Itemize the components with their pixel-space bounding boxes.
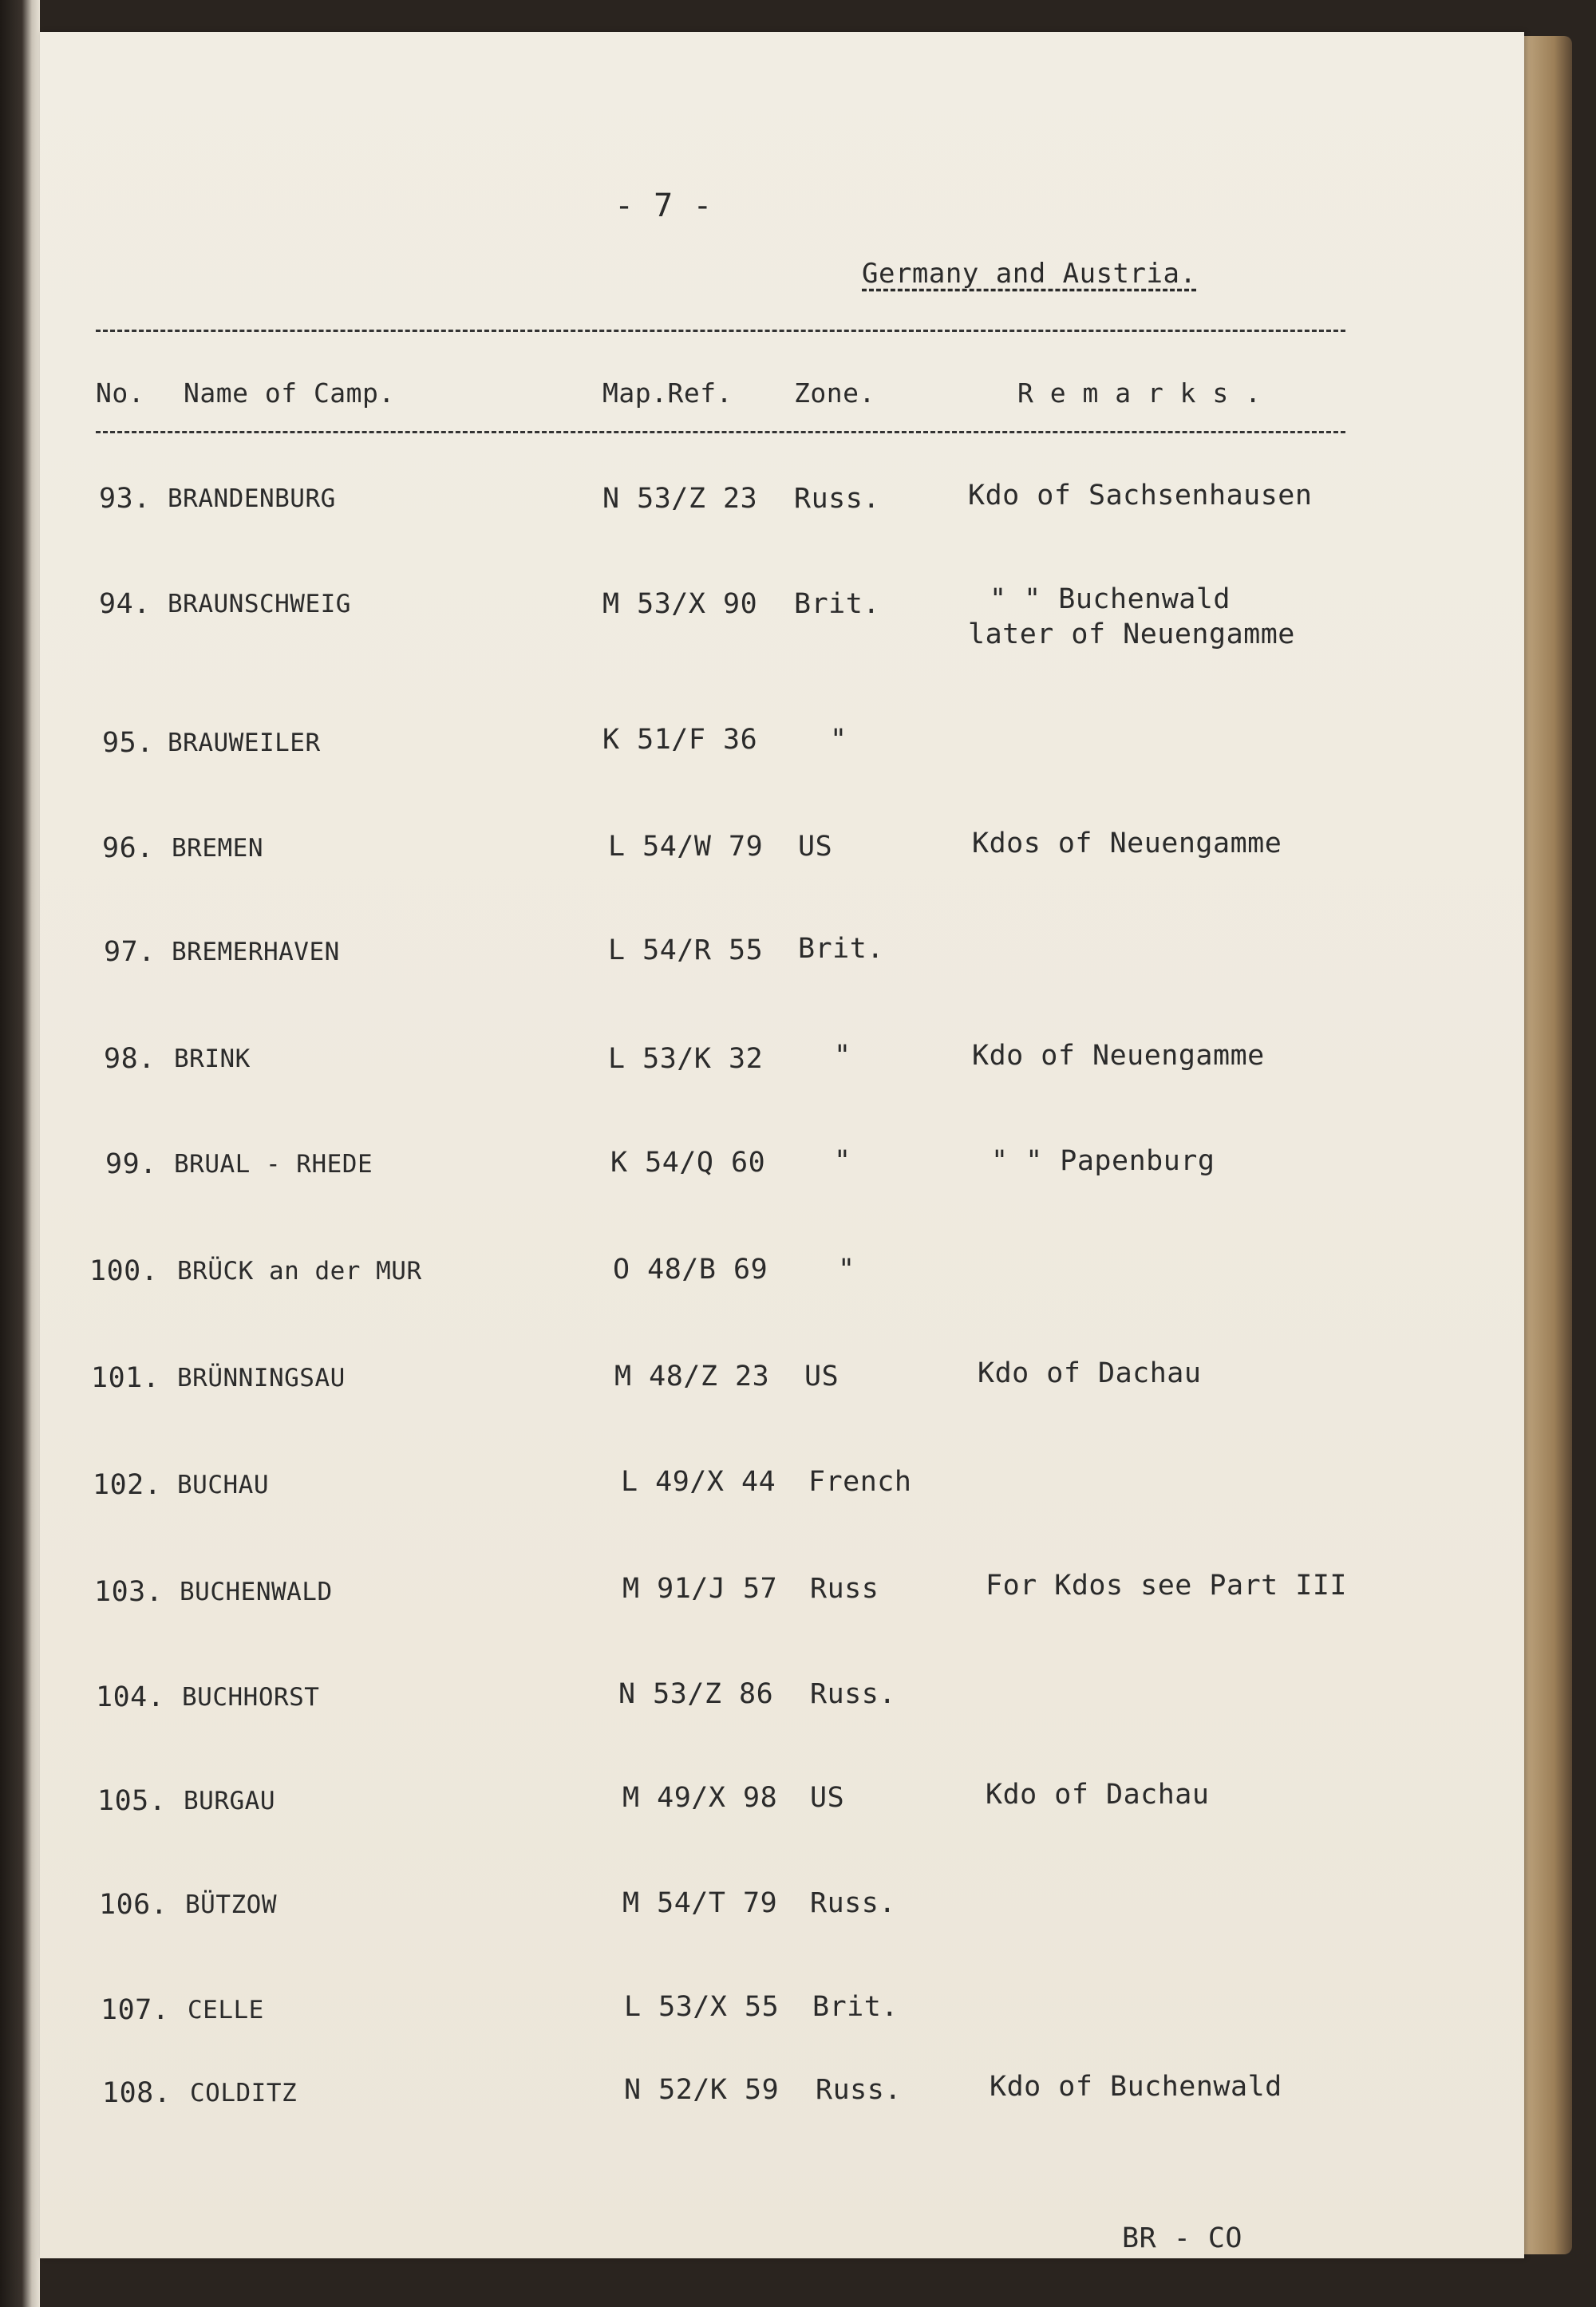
map-reference: L 54/W 79 bbox=[608, 831, 764, 863]
remarks: Kdo of Buchenwald bbox=[990, 2071, 1282, 2103]
row-number: 93. bbox=[99, 483, 151, 515]
footer-range: BR - CO bbox=[1122, 2222, 1243, 2254]
row-number: 105. bbox=[97, 1785, 167, 1817]
map-reference: L 53/K 32 bbox=[608, 1043, 764, 1075]
row-number: 106. bbox=[99, 1889, 168, 1921]
zone: Russ. bbox=[810, 1887, 896, 1919]
row-number: 96. bbox=[102, 832, 154, 864]
book-binding bbox=[0, 0, 40, 2307]
camp-name: CELLE bbox=[188, 1996, 264, 2025]
zone: US bbox=[804, 1361, 839, 1392]
remarks-continued: later of Neuengamme bbox=[968, 618, 1295, 650]
zone: Russ. bbox=[816, 2074, 902, 2106]
zone: French bbox=[808, 1466, 912, 1498]
zone: " bbox=[834, 1145, 851, 1177]
camp-name: BUCHENWALD bbox=[180, 1578, 333, 1606]
map-reference: L 49/X 44 bbox=[621, 1466, 776, 1498]
zone: " bbox=[830, 724, 847, 756]
remarks: For Kdos see Part III bbox=[986, 1570, 1348, 1602]
camp-name: BRINK bbox=[174, 1045, 251, 1073]
camp-name: BUCHHORST bbox=[182, 1683, 320, 1712]
zone: Russ bbox=[810, 1573, 879, 1605]
map-reference: L 54/R 55 bbox=[608, 934, 764, 966]
camp-name: COLDITZ bbox=[190, 2079, 298, 2108]
map-reference: O 48/B 69 bbox=[613, 1254, 768, 1286]
remarks: Kdo of Dachau bbox=[986, 1779, 1210, 1811]
remarks: Kdo of Neuengamme bbox=[972, 1040, 1265, 1072]
column-header-remarks: R e m a r k s . bbox=[1017, 377, 1262, 409]
zone: Russ. bbox=[810, 1678, 896, 1710]
camp-name: BRÜCK an der MUR bbox=[177, 1257, 422, 1286]
remarks: Kdo of Dachau bbox=[978, 1357, 1202, 1389]
zone: US bbox=[810, 1782, 845, 1814]
column-header-map-ref: Map.Ref. bbox=[602, 377, 733, 409]
zone: " bbox=[834, 1040, 851, 1072]
zone: US bbox=[798, 831, 833, 863]
row-number: 108. bbox=[102, 2077, 172, 2109]
camp-name: BREMERHAVEN bbox=[172, 938, 340, 966]
camp-name: BREMEN bbox=[172, 834, 263, 863]
row-number: 104. bbox=[96, 1681, 165, 1713]
map-reference: K 54/Q 60 bbox=[610, 1147, 766, 1179]
zone: " bbox=[838, 1254, 855, 1286]
map-reference: L 53/X 55 bbox=[624, 1991, 780, 2023]
row-number: 103. bbox=[94, 1576, 164, 1608]
row-number: 99. bbox=[105, 1148, 157, 1180]
remarks: Kdos of Neuengamme bbox=[972, 828, 1282, 859]
zone: Brit. bbox=[794, 588, 880, 620]
map-reference: M 48/Z 23 bbox=[614, 1361, 770, 1392]
row-number: 97. bbox=[104, 936, 156, 968]
row-number: 102. bbox=[93, 1469, 162, 1501]
header-bottom-rule bbox=[96, 431, 1345, 433]
row-number: 98. bbox=[104, 1043, 156, 1075]
document-page bbox=[40, 32, 1524, 2258]
section-title: Germany and Austria. bbox=[862, 258, 1197, 290]
zone: Brit. bbox=[812, 1991, 899, 2023]
remarks: Kdo of Sachsenhausen bbox=[968, 480, 1313, 512]
map-reference: M 49/X 98 bbox=[622, 1782, 778, 1814]
zone: Brit. bbox=[798, 933, 884, 965]
row-number: 107. bbox=[101, 1994, 170, 2026]
row-number: 95. bbox=[102, 727, 154, 759]
remarks: " " Papenburg bbox=[991, 1145, 1215, 1177]
map-reference: M 91/J 57 bbox=[622, 1573, 778, 1605]
camp-name: BRAUNSCHWEIG bbox=[168, 590, 351, 618]
header-top-rule bbox=[96, 330, 1345, 332]
map-reference: N 52/K 59 bbox=[624, 2074, 780, 2106]
page-number: - 7 - bbox=[614, 188, 713, 224]
row-number: 101. bbox=[91, 1362, 160, 1394]
column-header-name: Name of Camp. bbox=[184, 377, 395, 409]
camp-name: BÜTZOW bbox=[185, 1890, 277, 1919]
column-header-zone: Zone. bbox=[794, 377, 875, 409]
map-reference: N 53/Z 86 bbox=[618, 1678, 774, 1710]
camp-name: BRANDENBURG bbox=[168, 484, 336, 513]
map-reference: M 54/T 79 bbox=[622, 1887, 778, 1919]
row-number: 100. bbox=[89, 1255, 159, 1287]
camp-name: BRUAL - RHEDE bbox=[174, 1150, 373, 1179]
camp-name: BRÜNNINGSAU bbox=[177, 1364, 346, 1392]
camp-name: BUCHAU bbox=[177, 1471, 269, 1499]
column-header-no: No. bbox=[96, 377, 145, 409]
map-reference: K 51/F 36 bbox=[602, 724, 758, 756]
camp-name: BURGAU bbox=[184, 1787, 275, 1815]
remarks: " " Buchenwald bbox=[990, 583, 1231, 615]
map-reference: N 53/Z 23 bbox=[602, 483, 758, 515]
camp-name: BRAUWEILER bbox=[168, 729, 321, 757]
row-number: 94. bbox=[99, 588, 151, 620]
map-reference: M 53/X 90 bbox=[602, 588, 758, 620]
zone: Russ. bbox=[794, 483, 880, 515]
